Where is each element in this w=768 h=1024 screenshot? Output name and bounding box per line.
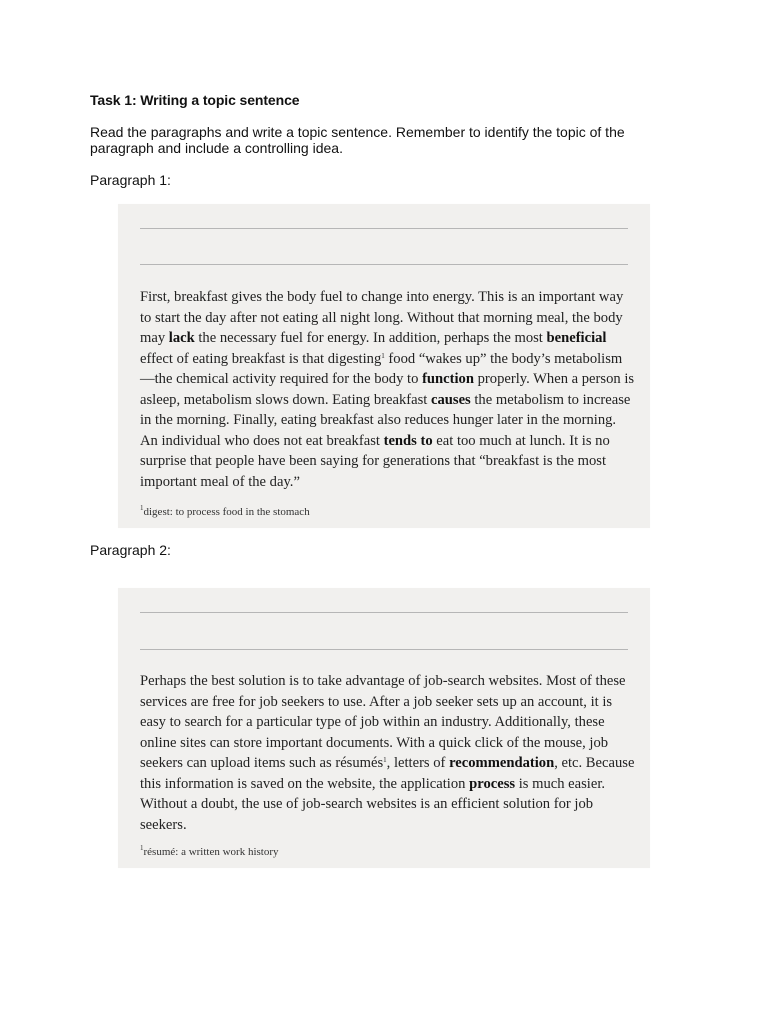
- paragraph-2-label: Paragraph 2:: [90, 542, 171, 558]
- paragraph-2-body: [140, 671, 635, 835]
- text-segment: Perhaps the best solution is to take advantage of job-search websites. Most of these services are free for job seekers to use. After a job seeker sets up an account, it is easy to search for a particular type of job within an industry. Additionally, these online sites can store important documents. With a quick click of the mouse, job seekers can upload items such as résumés: [140, 673, 626, 771]
- vocabulary-word: function: [422, 371, 474, 387]
- footnote-reference: 1: [383, 756, 387, 764]
- task-title: Task 1: Writing a topic sentence: [90, 92, 300, 108]
- text-segment: effect of eating breakfast is that digesting: [140, 350, 382, 367]
- text-segment: the metabolism to increase in the morning. Finally, eating breakfast also reduces hunger later in the morning. An individual who does not eat breakfast: [140, 391, 631, 449]
- paragraph-2-card: [118, 588, 650, 868]
- paragraph-1-body: [140, 287, 635, 492]
- topic-sentence-line-2: [140, 649, 628, 650]
- topic-sentence-line-1: [140, 612, 628, 613]
- text-segment: properly. When a person is asleep, metabolism slows down. Eating breakfast: [140, 371, 635, 408]
- text-segment: food “wakes up” the body’s metabolism—the chemical activity required for the body to: [140, 350, 623, 387]
- vocabulary-word: recommendation: [449, 755, 555, 771]
- footnote-reference: 1: [381, 351, 385, 360]
- vocabulary-word: process: [469, 775, 516, 792]
- vocabulary-word: beneficial: [546, 330, 607, 346]
- topic-sentence-line-2: [140, 264, 628, 265]
- paragraph-1-label: Paragraph 1:: [90, 172, 171, 188]
- text-segment: First, breakfast gives the body fuel to change into energy. This is an important way to start the day after not eating all night long. Without that morning meal, the body may: [140, 289, 624, 346]
- text-segment: is much easier. Without a doubt, the use of job-search websites is an efficient solution for job seekers.: [140, 775, 606, 833]
- footnote-mark: 1: [140, 504, 144, 512]
- footnote-mark: 1: [140, 844, 144, 852]
- text-segment: eat too much at lunch. It is no surprise that people have been saying for generations that “breakfast is the most important meal of the day.”: [140, 432, 610, 490]
- topic-sentence-line-1: [140, 228, 628, 229]
- text-segment: the necessary fuel for energy. In addition, perhaps the most: [194, 330, 547, 346]
- paragraph-1-footnote: [140, 506, 310, 518]
- footnote-text: digest: to process food in the stomach: [143, 506, 310, 518]
- vocabulary-word: lack: [168, 330, 195, 346]
- text-segment: , letters of: [386, 755, 450, 771]
- vocabulary-word: tends to: [383, 432, 433, 449]
- paragraph-1-card: [118, 204, 650, 528]
- footnote-text: résumé: a written work history: [143, 846, 279, 858]
- paragraph-2-footnote: [140, 846, 279, 858]
- text-segment: , etc. Because this information is saved on the website, the application: [140, 755, 635, 792]
- task-instructions: Read the paragraphs and write a topic sentence. Remember to identify the topic of the paragraph and include a controlling idea.: [90, 124, 625, 156]
- vocabulary-word: causes: [431, 391, 471, 408]
